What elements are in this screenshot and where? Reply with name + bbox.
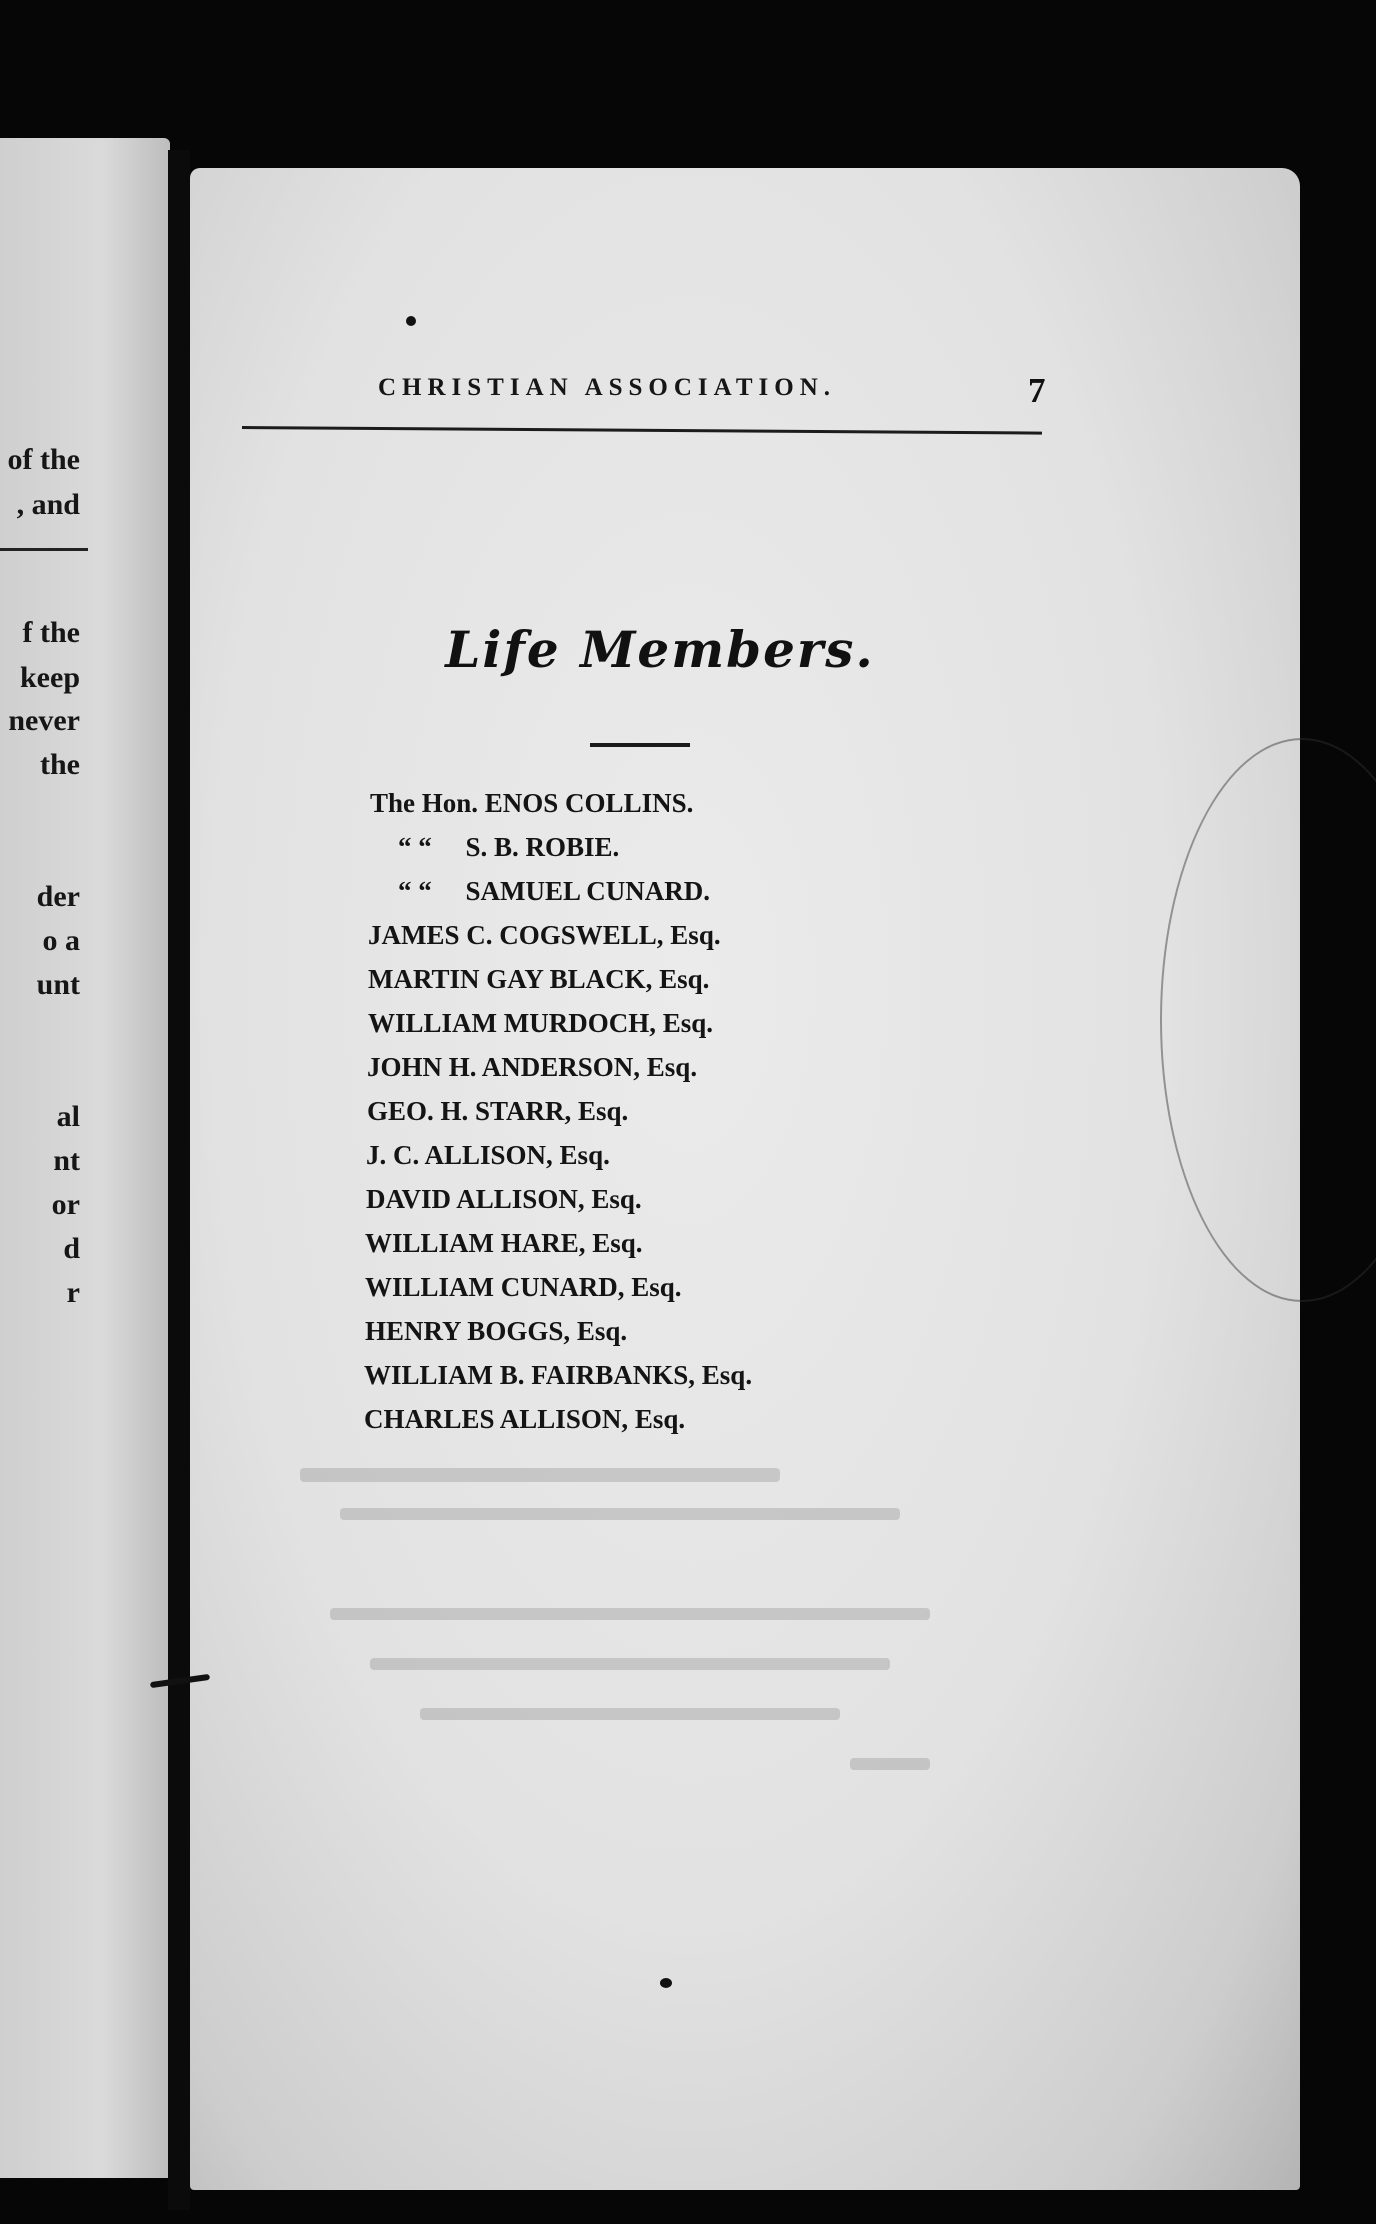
facing-page-line: nt — [53, 1144, 80, 1177]
member-name: WILLIAM CUNARD, Esq. — [365, 1272, 682, 1302]
member-prefix: “ “ — [398, 876, 432, 906]
facing-page-line: al — [56, 1100, 80, 1133]
list-item — [366, 1140, 610, 1171]
faint-circle-mark — [1160, 738, 1376, 1302]
list-item — [365, 1316, 627, 1347]
list-item — [368, 964, 709, 995]
facing-page-line: never — [8, 704, 80, 737]
list-item — [398, 832, 619, 863]
facing-page-line: the — [40, 748, 80, 781]
book-gutter — [168, 150, 190, 2210]
list-item — [368, 1008, 713, 1039]
member-name: GEO. H. STARR, Esq. — [367, 1096, 629, 1126]
show-through-text — [370, 1658, 890, 1670]
member-name: J. C. ALLISON, Esq. — [366, 1140, 610, 1170]
facing-page-line: d — [63, 1232, 80, 1265]
member-name: WILLIAM B. FAIRBANKS, Esq. — [364, 1360, 753, 1390]
facing-page-fragment — [0, 138, 170, 2178]
list-item — [367, 1052, 697, 1083]
title-rule — [590, 743, 690, 747]
facing-page-line: der — [36, 880, 80, 913]
page-number: 7 — [1028, 371, 1046, 410]
show-through-text — [330, 1608, 930, 1620]
facing-page-line: unt — [36, 968, 80, 1001]
member-name: JAMES C. COGSWELL, Esq. — [368, 920, 721, 950]
member-name: SAMUEL CUNARD. — [465, 876, 711, 906]
facing-page-line: f the — [22, 616, 80, 649]
list-item — [364, 1360, 752, 1391]
facing-page-line: r — [66, 1276, 80, 1309]
show-through-text — [340, 1508, 900, 1520]
show-through-text — [420, 1708, 840, 1720]
ink-speck — [406, 316, 416, 326]
show-through-text — [850, 1758, 930, 1770]
member-name: HENRY BOGGS, Esq. — [365, 1316, 628, 1346]
facing-page-line: keep — [20, 661, 80, 694]
member-name: DAVID ALLISON, Esq. — [366, 1184, 642, 1214]
member-name: CHARLES ALLISON, Esq. — [364, 1404, 686, 1434]
show-through-text — [300, 1468, 780, 1482]
member-name: MARTIN GAY BLACK, Esq. — [368, 964, 710, 994]
section-title: Life Members. — [445, 620, 875, 679]
list-item — [365, 1228, 643, 1259]
running-head: CHRISTIAN ASSOCIATION. — [378, 374, 837, 401]
list-item — [366, 1184, 642, 1215]
member-name: WILLIAM HARE, Esq. — [365, 1228, 643, 1258]
list-item — [364, 1404, 685, 1435]
list-item — [365, 1272, 682, 1303]
facing-page-rule — [0, 548, 88, 551]
book-page — [190, 168, 1300, 2190]
member-prefix: “ “ — [398, 832, 432, 862]
member-name: WILLIAM MURDOCH, Esq. — [368, 1008, 714, 1038]
list-item — [368, 920, 721, 951]
facing-page-line: of the — [7, 443, 80, 476]
header-rule — [242, 426, 1042, 435]
member-name: S. B. ROBIE. — [465, 832, 620, 862]
facing-page-line: o a — [42, 924, 80, 957]
list-item — [367, 1096, 628, 1127]
facing-page-line: , and — [16, 488, 80, 521]
facing-page-line: or — [51, 1188, 80, 1221]
member-name: ENOS COLLINS. — [484, 788, 694, 818]
ink-speck — [660, 1978, 672, 1988]
list-item — [398, 876, 710, 907]
list-item — [370, 788, 693, 819]
member-prefix: The Hon. — [370, 788, 479, 818]
member-name: JOHN H. ANDERSON, Esq. — [367, 1052, 698, 1082]
